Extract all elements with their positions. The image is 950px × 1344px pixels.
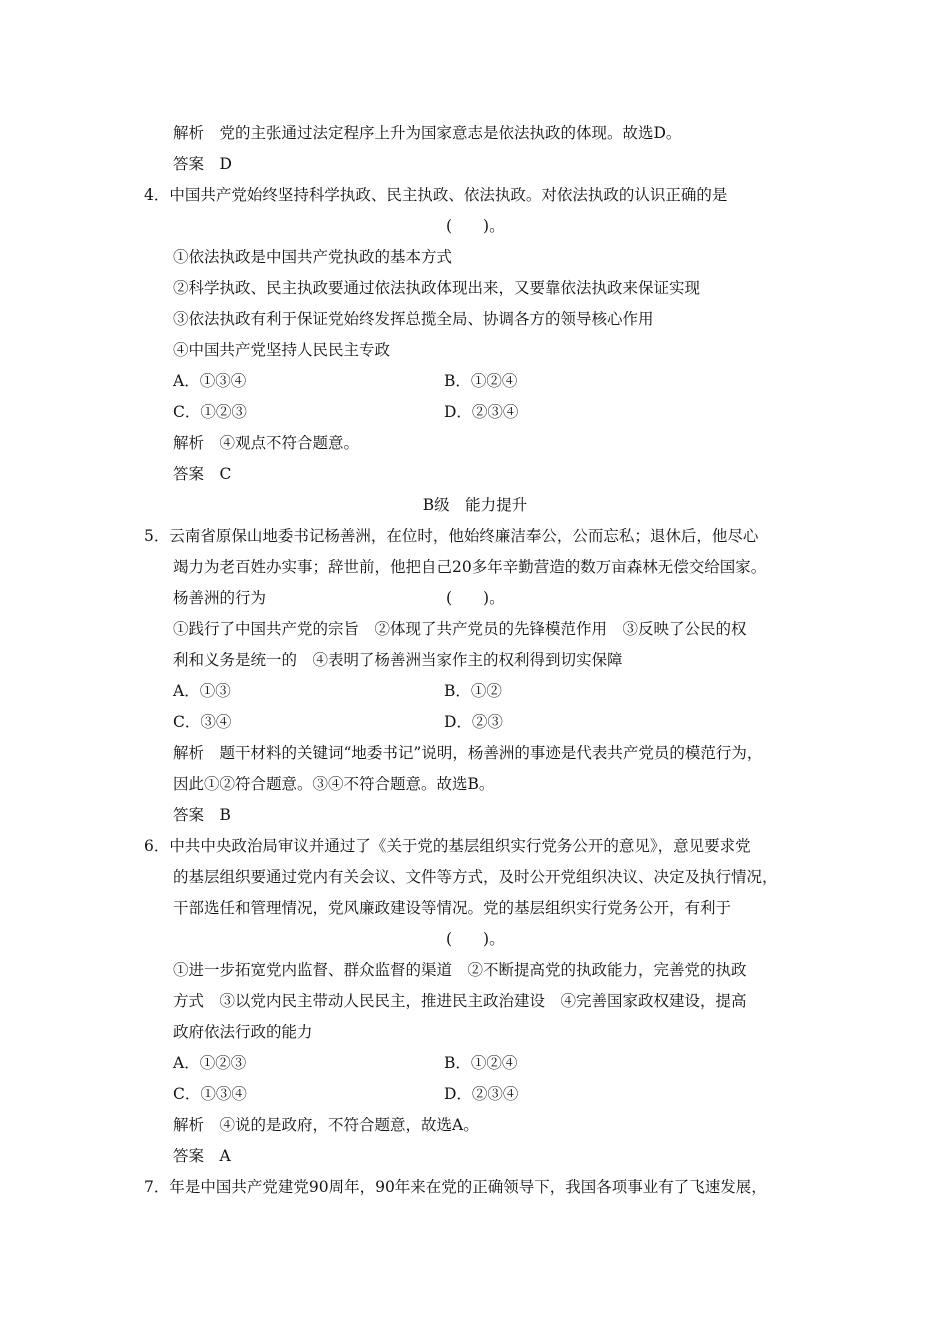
- q5-answer-paren: ( )。: [446, 589, 505, 607]
- q5-stem-line-2: 竭力为老百姓办实事；辞世前，他把自己20多年辛勤营造的数万亩森林无偿交给国家。: [173, 558, 767, 576]
- q4-analysis: 解析 ④观点不符合题意。: [173, 434, 360, 452]
- q4-item-4: ④中国共产党坚持人民民主专政: [173, 341, 391, 359]
- q4-answer: 答案 C: [173, 465, 232, 483]
- q6-option-a: A．①②③: [173, 1054, 247, 1072]
- q6-answer-paren: ( )。: [446, 930, 505, 948]
- q4-item-1: ①依法执政是中国共产党执政的基本方式: [173, 248, 453, 266]
- q4-item-3: ③依法执政有利于保证党始终发挥总揽全局、协调各方的领导核心作用: [173, 310, 654, 328]
- q5-stem-line-3: 杨善洲的行为: [173, 589, 267, 607]
- q6-stem-line-1: 6．中共中央政治局审议并通过了《关于党的基层组织实行党务公开的意见》，意见要求党: [144, 837, 751, 855]
- q5-items-line-1: ①践行了中国共产党的宗旨 ②体现了共产党员的先锋模范作用 ③反映了公民的权: [173, 620, 747, 638]
- q3-analysis: 解析 党的主张通过法定程序上升为国家意志是依法执政的体现。故选D。: [173, 124, 682, 142]
- q5-option-d: D．②③: [444, 713, 503, 731]
- q4-item-2: ②科学执政、民主执政要通过依法执政体现出来，又要靠依法执政来保证实现: [173, 279, 701, 297]
- q6-answer: 答案 A: [173, 1147, 231, 1165]
- q5-analysis-line-1: 解析 题干材料的关键词“地委书记”说明，杨善洲的事迹是代表共产党员的模范行为，: [173, 744, 763, 762]
- q4-option-a: A．①③④: [173, 372, 247, 390]
- q4-option-c: C．①②③: [173, 403, 247, 421]
- q6-option-c: C．①③④: [173, 1085, 247, 1103]
- q5-analysis-line-2: 因此①②符合题意。③④不符合题意。故选B。: [173, 775, 495, 793]
- section-title: B级 能力提升: [422, 496, 528, 514]
- q5-option-c: C．③④: [173, 713, 232, 731]
- q5-option-a: A．①③: [173, 682, 231, 700]
- q6-stem-line-3: 干部选任和管理情况，党风廉政建设等情况。党的基层组织实行党务公开，有利于: [173, 899, 732, 917]
- q6-stem-line-2: 的基层组织要通过党内有关会议、文件等方式，及时公开党组织决议、决定及执行情况，: [173, 868, 778, 886]
- q3-answer: 答案 D: [173, 155, 232, 173]
- q4-answer-paren: ( )。: [446, 217, 505, 235]
- q5-stem-line-1: 5．云南省原保山地委书记杨善洲，在位时，他始终廉洁奉公，公而忘私；退休后，他尽心: [144, 527, 759, 545]
- q5-option-b: B．①②: [444, 682, 502, 700]
- q6-analysis: 解析 ④说的是政府，不符合题意，故选A。: [173, 1116, 479, 1134]
- q6-items-line-3: 政府依法行政的能力: [173, 1023, 313, 1041]
- q5-items-line-2: 利和义务是统一的 ④表明了杨善洲当家作主的权利得到切实保障: [173, 651, 623, 669]
- q6-items-line-2: 方式 ③以党内民主带动人民民主，推进民主政治建设 ④完善国家政权建设，提高: [173, 992, 747, 1010]
- q4-option-b: B．①②④: [444, 372, 518, 390]
- q4-stem: 4．中国共产党始终坚持科学执政、民主执政、依法执政。对依法执政的认识正确的是: [144, 186, 728, 204]
- q6-items-line-1: ①进一步拓宽党内监督、群众监督的渠道 ②不断提高党的执政能力，完善党的执政: [173, 961, 747, 979]
- q7-stem: 7．年是中国共产党建党90周年，90年来在党的正确领导下，我国各项事业有了飞速发展，: [144, 1178, 767, 1196]
- q4-option-d: D．②③④: [444, 403, 519, 421]
- q6-option-d: D．②③④: [444, 1085, 519, 1103]
- q6-option-b: B．①②④: [444, 1054, 518, 1072]
- q5-answer: 答案 B: [173, 806, 231, 824]
